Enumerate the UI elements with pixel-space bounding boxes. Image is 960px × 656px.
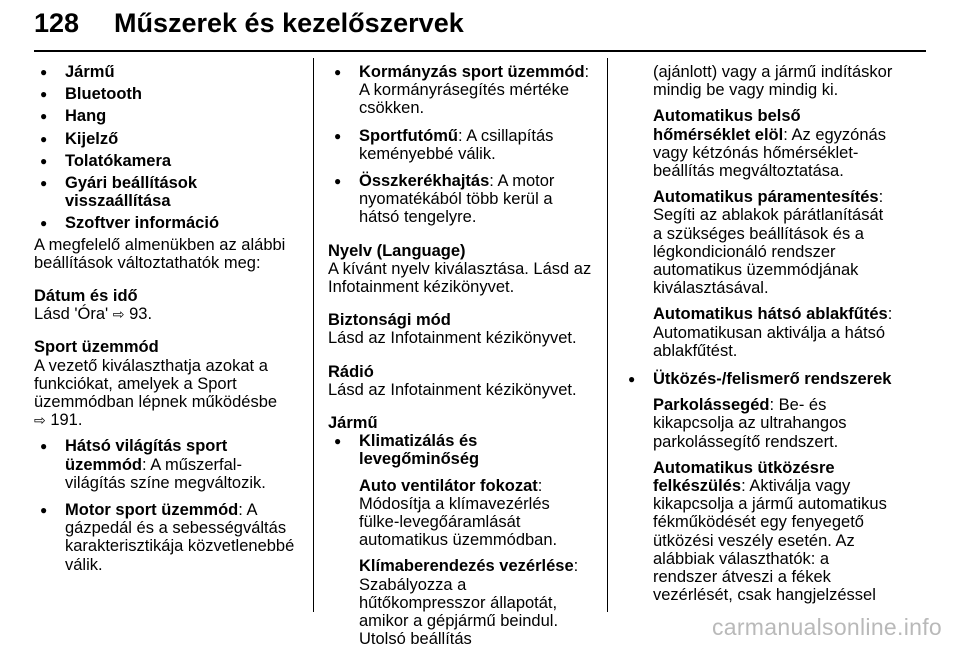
option-term: Auto ventilátor fokozat xyxy=(359,476,538,495)
collision-options-list xyxy=(622,370,894,604)
list-item xyxy=(328,172,594,227)
watermark: carmanualsonline.info xyxy=(711,614,942,640)
ac-paragraph-cont: (ajánlott) vagy a jármű indításkor mindig be vagy mindig ki. xyxy=(653,63,893,100)
page-header xyxy=(34,0,926,52)
option-term: Kormányzás sport üzemmód xyxy=(359,63,585,81)
option-text: : A motor nyomatékából több kerül a hátsó tengelyre. xyxy=(359,172,555,227)
column-3 xyxy=(622,63,894,612)
option-term: Hátsó világítás sport üzemmód xyxy=(65,437,228,474)
sport-options-list-cont xyxy=(328,63,594,227)
page-ref: 93. xyxy=(129,305,153,324)
language-paragraph: A kívánt nyelv kiválasztása. Lásd az Infotainment kézikönyvet. xyxy=(328,259,592,297)
temp-paragraph xyxy=(653,107,894,180)
section-heading: Nyelv (Language) xyxy=(328,241,466,260)
sport-options-list xyxy=(34,437,302,573)
column-1 xyxy=(34,63,302,579)
section-heading: Rádió xyxy=(328,362,374,381)
subsection-heading: ● Ütközés-/felismerő rendszerek xyxy=(653,370,892,389)
list-item: ● Gyári beállítások visszaállítása xyxy=(34,174,302,210)
settings-menu-list xyxy=(34,63,302,233)
option-term: Motor sport üzemmód xyxy=(65,501,239,520)
radio-paragraph: Lásd az Infotainment kézikönyvet. xyxy=(328,380,577,399)
sport-paragraph xyxy=(34,357,302,430)
intro-paragraph: A megfelelő almenükben az alábbi beállítások változtathatók meg: xyxy=(34,235,286,272)
column-divider xyxy=(607,58,608,612)
option-text: : Segíti az ablakok párátlanítását a szükséges beállítások és a légkondicionáló rendszer automatikus üzemmódjának kiválasztásával. xyxy=(653,188,884,298)
option-text: : A műszerfal-világítás színe megváltozik. xyxy=(65,455,266,492)
option-text: : Az egyzónás vagy kétzónás hőmérséklet-beállítás megváltoztatása. xyxy=(653,125,886,181)
option-text: : Automatikusan aktiválja a hátsó ablakfűtést. xyxy=(653,305,893,360)
list-item: ● Tolatókamera xyxy=(34,152,302,170)
rear-paragraph xyxy=(653,305,894,360)
list-item xyxy=(34,437,302,492)
option-text: : Be- és kikapcsolja az ultrahangos parkolássegítő rendszert. xyxy=(653,396,847,451)
list-item: ● Kijelző xyxy=(34,130,302,148)
option-term: Parkolássegéd xyxy=(653,396,770,415)
subsection-heading: ● Klimatizálás és levegőminőség xyxy=(359,432,480,469)
option-term: Automatikus hátsó ablakfűtés xyxy=(653,305,888,324)
page-ref: 191. xyxy=(50,411,83,430)
demist-paragraph xyxy=(653,188,894,297)
column-divider xyxy=(313,58,314,612)
datetime-text: Lásd 'Óra' xyxy=(34,305,109,324)
page-number: 128 xyxy=(34,8,80,38)
list-item: ● Bluetooth xyxy=(34,85,302,103)
option-text: : A csillapítás keményebbé válik. xyxy=(359,126,554,163)
option-term: Klímaberendezés vezérlése xyxy=(359,557,574,576)
fan-paragraph xyxy=(359,477,594,550)
option-term: Automatikus ütközésre felkészülés xyxy=(653,458,835,496)
option-text: : Módosítja a klímavezérlés fülke-levegőáramlását automatikus üzemmódban. xyxy=(359,476,558,550)
option-term: Összkerékhajtás xyxy=(359,172,490,191)
park-paragraph xyxy=(653,396,894,451)
page-title: Műszerek és kezelőszervek xyxy=(114,8,464,38)
list-item xyxy=(328,63,594,118)
list-item: ● Jármű xyxy=(34,63,302,81)
datetime-paragraph xyxy=(34,305,302,323)
ac-paragraph xyxy=(359,557,594,648)
page-ref-arrow-icon: ⇨ xyxy=(34,412,46,429)
option-text: : A gázpedál és a sebességváltás karakterisztikája közvetlenebbé válik. xyxy=(65,501,295,574)
sport-text: A vezető kiválaszthatja azokat a funkciókat, amelyek a Sport üzemmódban lépnek működésbe xyxy=(34,356,278,412)
list-item xyxy=(622,370,894,604)
security-paragraph: Lásd az Infotainment kézikönyvet. xyxy=(328,329,577,348)
option-text: : Aktiválja vagy kikapcsolja a jármű automatikus fékműködését egy fenyegető ütközési veszély esetén. Az alábbiak választhatók: a rendszer átveszi a fékek vezérlését, csak hangjelzéssel xyxy=(653,477,887,605)
section-heading: Jármű xyxy=(328,414,378,433)
option-term: Automatikus belső hőmérséklet elöl xyxy=(653,107,801,144)
section-heading: Sport üzemmód xyxy=(34,338,159,357)
vehicle-options-list xyxy=(328,432,594,648)
vehicle-options-cont xyxy=(622,63,894,360)
list-item: ● Hang xyxy=(34,107,302,125)
option-text: : A kormányrásegítés mértéke csökken. xyxy=(359,63,590,118)
section-heading: Biztonsági mód xyxy=(328,311,451,330)
list-item xyxy=(328,432,594,648)
column-2 xyxy=(328,63,594,656)
page-ref-arrow-icon: ⇨ xyxy=(112,306,125,323)
list-item: ● Szoftver információ xyxy=(34,214,302,232)
list-item xyxy=(34,501,302,574)
prep-paragraph xyxy=(653,459,894,605)
list-item xyxy=(328,127,594,163)
option-term: Sportfutómű xyxy=(359,126,458,145)
option-term: Automatikus páramentesítés xyxy=(653,188,879,207)
option-text: : Szabályozza a hűtőkompresszor állapotát, amikor a gépjármű beindul. Utolsó beállítás xyxy=(359,557,579,649)
section-heading: Dátum és idő xyxy=(34,287,138,306)
